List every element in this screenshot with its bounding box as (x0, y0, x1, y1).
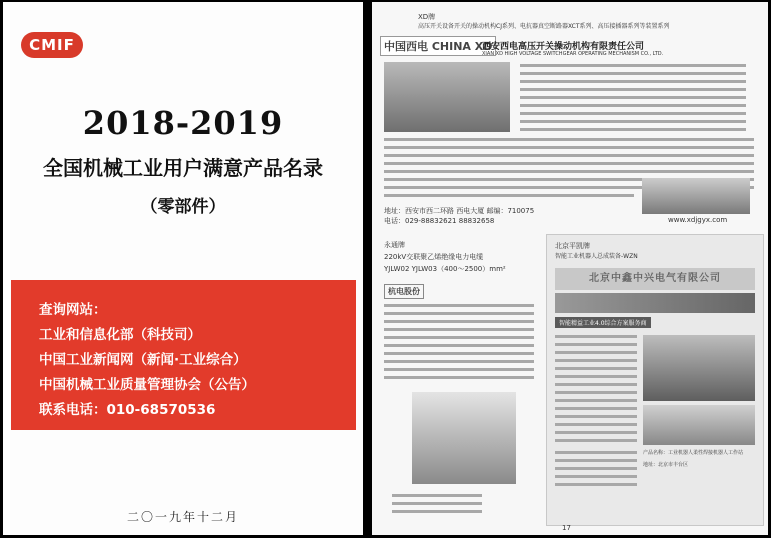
ad-brand: 北京平凯牌 (555, 242, 590, 250)
factory-photo (384, 62, 510, 132)
association-logo: CMIF (21, 32, 83, 58)
query-heading: 查询网站： (39, 302, 107, 318)
inner-page (372, 2, 768, 535)
cable-model: YJLW02 YJLW03（400～2500）mm² (384, 265, 506, 273)
cover-title: 全国机械工业用户满意产品名录 (43, 156, 323, 180)
hangdian-logo: 杭电股份 (384, 284, 424, 299)
company-phone: 电话：029-88832621 88832658 (384, 217, 495, 225)
brand-line: XD牌 (418, 13, 436, 21)
query-site-1: 工业和信息化部（科技司） (39, 327, 201, 343)
yongding-brand: 永通牌 (384, 241, 405, 249)
ad-company: 北京中鑫中兴电气有限公司 (555, 268, 755, 290)
robot-photo (643, 335, 755, 401)
cover-page (3, 2, 363, 535)
contact-phone: 联系电话：010-68570536 (39, 402, 216, 418)
query-info-box (11, 280, 356, 430)
advertisement-box (546, 234, 764, 526)
cover-subtitle: （零部件） (140, 197, 226, 217)
ad-strip: 智能精益工业4.0综合方案服务商 (555, 317, 651, 328)
company-name: 西安西电高压开关操动机构有限责任公司 (482, 42, 645, 52)
tower-photo (412, 392, 516, 484)
query-site-3: 中国机械工业质量管理协会（公告） (39, 377, 255, 393)
query-site-2: 中国工业新闻网（新闻·工业综合） (39, 352, 247, 368)
cover-year: 2018-2019 (82, 104, 284, 142)
cover-date: 二〇一九年十二月 (126, 510, 239, 524)
ad-banner-photo (555, 293, 755, 313)
ad-product-label: 产品名称：工业机器人柔性焊接机器人工作站 (643, 450, 744, 456)
company-website[interactable]: www.xdjgyx.com (668, 216, 728, 224)
cable-title: 220kV交联聚乙烯绝缘电力电缆 (384, 253, 484, 261)
ad-product: 智能工业机器人总成装备-WZN (555, 253, 638, 260)
china-xd-logo: 中国西电 CHINA XD (380, 36, 496, 56)
page-number: 17 (562, 524, 571, 532)
product-line: 高压开关设备开关的操动机构CJ系列、电抗器真空断路器XCT系列、高压接插器系列等装置系列 (418, 23, 670, 30)
product-photo (642, 178, 750, 214)
ad-address: 地址：北京市丰台区 (643, 462, 689, 468)
weld-station-photo (643, 405, 755, 445)
company-address: 地址：西安市西二环路 西电大厦 邮编：710075 (384, 207, 535, 215)
company-name-en: XIAN XD HIGH VOLTAGE SWITCHGEAR OPERATING MECHANISM CO., LTD. (482, 51, 664, 57)
